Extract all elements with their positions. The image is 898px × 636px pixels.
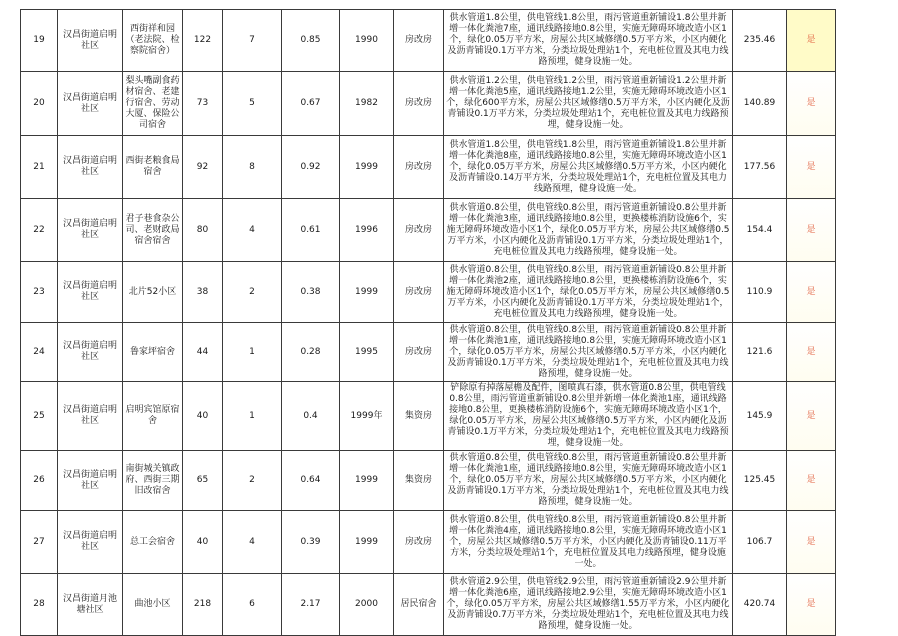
project-name-cell: 君子巷食杂公司、老财政局宿舍宿舍 xyxy=(123,199,183,262)
flag-cell: 是 xyxy=(787,199,836,262)
buildings-cell: 6 xyxy=(223,574,282,636)
year-cell: 1999 xyxy=(340,262,394,323)
households-cell: 73 xyxy=(183,72,223,136)
housing-type-cell: 居民宿舍 xyxy=(394,574,444,636)
project-name-cell: 南街城关镇政府、西街三期旧改宿舍 xyxy=(123,451,183,511)
renovation-content-cell: 供水管道2.9公里，供电管线2.9公里，雨污管道重新铺设2.9公里并新增一体化粪池6座，通讯线路接地2.9公里，实施无障碍环境改造小区1个，绿化0.05万平方米，房屋公共区域修缮1.55万平方米，小区内硬化及沥青铺设0.7万平方米，分类垃圾处理站1个，充电桩位置及其电力线路预埋，健身设施一处。 xyxy=(444,574,733,636)
row-number: 19 xyxy=(21,10,58,72)
community-cell: 汉昌街道月池塘社区 xyxy=(58,574,123,636)
renovation-content-cell: 供水管道0.8公里，供电管线0.8公里，雨污管道重新铺设0.8公里并新增一体化粪池2座，通讯线路接地0.8公里，更换楼栋消防设施6个，实施无障碍环境改造小区1个，绿化0.05万平方米，房屋公共区域修缮0.5万平方米，小区内硬化及沥青铺设0.1万平方米，分类垃圾处理站1个，充电桩位置及其电力线路预埋，健身设施一处。 xyxy=(444,262,733,323)
flag-cell: 是 xyxy=(787,72,836,136)
year-cell: 1995 xyxy=(340,323,394,382)
flag-cell: 是 xyxy=(787,451,836,511)
renovation-content-cell: 供水管道0.8公里，供电管线0.8公里，雨污管道重新铺设0.8公里并新增一体化粪池1座，通讯线路接地0.8公里，实施无障碍环境改造小区1个，绿化0.05万平方米，房屋公共区域修缮0.5万平方米，小区内硬化及沥青铺设0.1万平方米，分类垃圾处理站1个，充电桩位置及其电力线路预埋，健身设施一处。 xyxy=(444,451,733,511)
renovation-content-cell: 铲除原有掉落屋檐及配件，图喷真石漆，供水管道0.8公里，供电管线0.8公里，雨污管道重新铺设0.8公里并新增一体化粪池1座，通讯线路接地0.8公里，更换楼栋消防设施6个，实施无障碍环境改造小区1个，绿化0.05万平方米，房屋公共区域修缮0.5万平方米，小区内硬化及沥青铺设0.1万平方米，分类垃圾处理站1个，充电桩位置及其电力线路预埋，健身设施一处。 xyxy=(444,382,733,451)
households-cell: 122 xyxy=(183,10,223,72)
flag-cell: 是 xyxy=(787,323,836,382)
area-cell: 0.61 xyxy=(282,199,340,262)
area-cell: 0.67 xyxy=(282,72,340,136)
renovation-content-cell: 供水管道0.8公里，供电管线0.8公里，雨污管道重新铺设0.8公里并新增一体化粪池1座，通讯线路接地0.8公里，实施无障碍环境改造小区1个，绿化0.05万平方米，房屋公共区域修缮0.5万平方米，小区内硬化及沥青铺设0.1万平方米，分类垃圾处理站1个，充电桩位置及其电力线路预埋，健身设施一处。 xyxy=(444,323,733,382)
investment-cell: 125.45 xyxy=(733,451,787,511)
project-name-cell: 梨头嘴副食药材宿舍、老建行宿舍、劳动大厦、保险公司宿舍 xyxy=(123,72,183,136)
area-cell: 0.38 xyxy=(282,262,340,323)
housing-type-cell: 房改房 xyxy=(394,323,444,382)
area-cell: 0.85 xyxy=(282,10,340,72)
table-row xyxy=(21,10,836,72)
households-cell: 65 xyxy=(183,451,223,511)
housing-type-cell: 房改房 xyxy=(394,199,444,262)
row-number: 28 xyxy=(21,574,58,636)
housing-type-cell: 房改房 xyxy=(394,262,444,323)
buildings-cell: 4 xyxy=(223,511,282,574)
flag-cell: 是 xyxy=(787,574,836,636)
flag-cell: 是 xyxy=(787,262,836,323)
table-row xyxy=(21,72,836,136)
households-cell: 218 xyxy=(183,574,223,636)
investment-cell: 110.9 xyxy=(733,262,787,323)
households-cell: 92 xyxy=(183,136,223,199)
households-cell: 80 xyxy=(183,199,223,262)
buildings-cell: 2 xyxy=(223,262,282,323)
community-cell: 汉昌街道启明社区 xyxy=(58,136,123,199)
table-row xyxy=(21,382,836,451)
community-cell: 汉昌街道启明社区 xyxy=(58,511,123,574)
community-cell: 汉昌街道启明社区 xyxy=(58,451,123,511)
row-number: 22 xyxy=(21,199,58,262)
area-cell: 0.4 xyxy=(282,382,340,451)
year-cell: 1990 xyxy=(340,10,394,72)
row-number: 24 xyxy=(21,323,58,382)
housing-type-cell: 房改房 xyxy=(394,511,444,574)
investment-cell: 154.4 xyxy=(733,199,787,262)
table-row xyxy=(21,323,836,382)
households-cell: 44 xyxy=(183,323,223,382)
flag-cell: 是 xyxy=(787,382,836,451)
row-number: 26 xyxy=(21,451,58,511)
flag-cell: 是 xyxy=(787,511,836,574)
row-number: 20 xyxy=(21,72,58,136)
buildings-cell: 1 xyxy=(223,382,282,451)
row-number: 21 xyxy=(21,136,58,199)
table-row xyxy=(21,574,836,636)
year-cell: 1999 xyxy=(340,451,394,511)
housing-type-cell: 房改房 xyxy=(394,136,444,199)
year-cell: 1996 xyxy=(340,199,394,262)
area-cell: 0.28 xyxy=(282,323,340,382)
year-cell: 1999 xyxy=(340,511,394,574)
project-name-cell: 北片52小区 xyxy=(123,262,183,323)
project-name-cell: 总工会宿舍 xyxy=(123,511,183,574)
renovation-content-cell: 供水管道0.8公里，供电管线0.8公里，雨污管道重新铺设0.8公里并新增一体化粪池3座，通讯线路接地0.8公里，更换楼栋消防设施6个，实施无障碍环境改造小区1个，绿化0.05万平方米，房屋公共区域修缮0.5万平方米，小区内硬化及沥青铺设0.1万平方米，分类垃圾处理站1个，充电桩位置及其电力线路预埋，健身设施一处。 xyxy=(444,199,733,262)
households-cell: 38 xyxy=(183,262,223,323)
project-name-cell: 曲池小区 xyxy=(123,574,183,636)
flag-cell: 是 xyxy=(787,10,836,72)
renovation-content-cell: 供水管道1.2公里，供电管线1.2公里，雨污管道重新铺设1.2公里并新增一体化粪池5座，通讯线路接地1.2公里，实施无障碍环境改造小区1个，绿化600平方米，房屋公共区域修缮0.5万平方米，小区内硬化及沥青铺设0.1万平方米，分类垃圾处理站1个，充电桩位置及其电力线路预埋，健身设施一处。 xyxy=(444,72,733,136)
buildings-cell: 4 xyxy=(223,199,282,262)
investment-cell: 106.7 xyxy=(733,511,787,574)
buildings-cell: 5 xyxy=(223,72,282,136)
households-cell: 40 xyxy=(183,382,223,451)
row-number: 27 xyxy=(21,511,58,574)
table-row xyxy=(21,262,836,323)
table-row xyxy=(21,451,836,511)
community-cell: 汉昌街道启明社区 xyxy=(58,10,123,72)
community-cell: 汉昌街道启明社区 xyxy=(58,262,123,323)
area-cell: 0.39 xyxy=(282,511,340,574)
community-cell: 汉昌街道启明社区 xyxy=(58,72,123,136)
flag-cell: 是 xyxy=(787,136,836,199)
investment-cell: 140.89 xyxy=(733,72,787,136)
project-grid xyxy=(20,9,836,636)
investment-cell: 420.74 xyxy=(733,574,787,636)
renovation-content-cell: 供水管道1.8公里，供电管线1.8公里，雨污管道重新铺设1.8公里并新增一体化粪池8座，通讯线路接地0.8公里，实施无障碍环境改造小区1个，绿化0.05万平方米，房屋公共区域修缮0.5万平方米，小区内硬化及沥青铺设0.14万平方米，分类垃圾处理站1个，充电桩位置及其电力线路预埋，健身设施一处。 xyxy=(444,136,733,199)
buildings-cell: 8 xyxy=(223,136,282,199)
table-row xyxy=(21,199,836,262)
investment-cell: 145.9 xyxy=(733,382,787,451)
table-row xyxy=(21,511,836,574)
households-cell: 40 xyxy=(183,511,223,574)
row-number: 23 xyxy=(21,262,58,323)
investment-cell: 177.56 xyxy=(733,136,787,199)
area-cell: 0.64 xyxy=(282,451,340,511)
investment-cell: 121.6 xyxy=(733,323,787,382)
buildings-cell: 7 xyxy=(223,10,282,72)
project-name-cell: 鲁家坪宿舍 xyxy=(123,323,183,382)
housing-type-cell: 集资房 xyxy=(394,382,444,451)
table-row xyxy=(21,136,836,199)
year-cell: 1999年 xyxy=(340,382,394,451)
year-cell: 1982 xyxy=(340,72,394,136)
buildings-cell: 2 xyxy=(223,451,282,511)
renovation-project-table xyxy=(20,9,835,636)
area-cell: 2.17 xyxy=(282,574,340,636)
year-cell: 2000 xyxy=(340,574,394,636)
buildings-cell: 1 xyxy=(223,323,282,382)
investment-cell: 235.46 xyxy=(733,10,787,72)
project-name-cell: 西街老粮食局宿舍 xyxy=(123,136,183,199)
year-cell: 1999 xyxy=(340,136,394,199)
community-cell: 汉昌街道启明社区 xyxy=(58,199,123,262)
area-cell: 0.92 xyxy=(282,136,340,199)
row-number: 25 xyxy=(21,382,58,451)
community-cell: 汉昌街道启明社区 xyxy=(58,382,123,451)
community-cell: 汉昌街道启明社区 xyxy=(58,323,123,382)
renovation-content-cell: 供水管道1.8公里，供电管线1.8公里，雨污管道重新铺设1.8公里并新增一体化粪池7座，通讯线路接地0.8公里，实施无障碍环境改造小区1个，绿化0.05万平方米，房屋公共区域修缮0.5万平方米，小区内硬化及沥青铺设0.1万平方米，分类垃圾处理站1个，充电桩位置及其电力线路预埋，健身设施一处。 xyxy=(444,10,733,72)
project-name-cell: 启明宾馆原宿舍 xyxy=(123,382,183,451)
housing-type-cell: 房改房 xyxy=(394,10,444,72)
project-name-cell: 西街祥和园（老法院、检察院宿舍） xyxy=(123,10,183,72)
housing-type-cell: 房改房 xyxy=(394,72,444,136)
renovation-content-cell: 供水管道0.8公里，供电管线0.8公里，雨污管道重新铺设0.8公里并新增一体化粪池4座，通讯线路接地0.8公里，实施无障碍环境改造小区1个，房屋公共区域修缮0.5万平方米，小区内硬化及沥青铺设0.11万平方米，分类垃圾处理站1个，充电桩位置及其电力线路预埋，健身设施一处。 xyxy=(444,511,733,574)
housing-type-cell: 集资房 xyxy=(394,451,444,511)
